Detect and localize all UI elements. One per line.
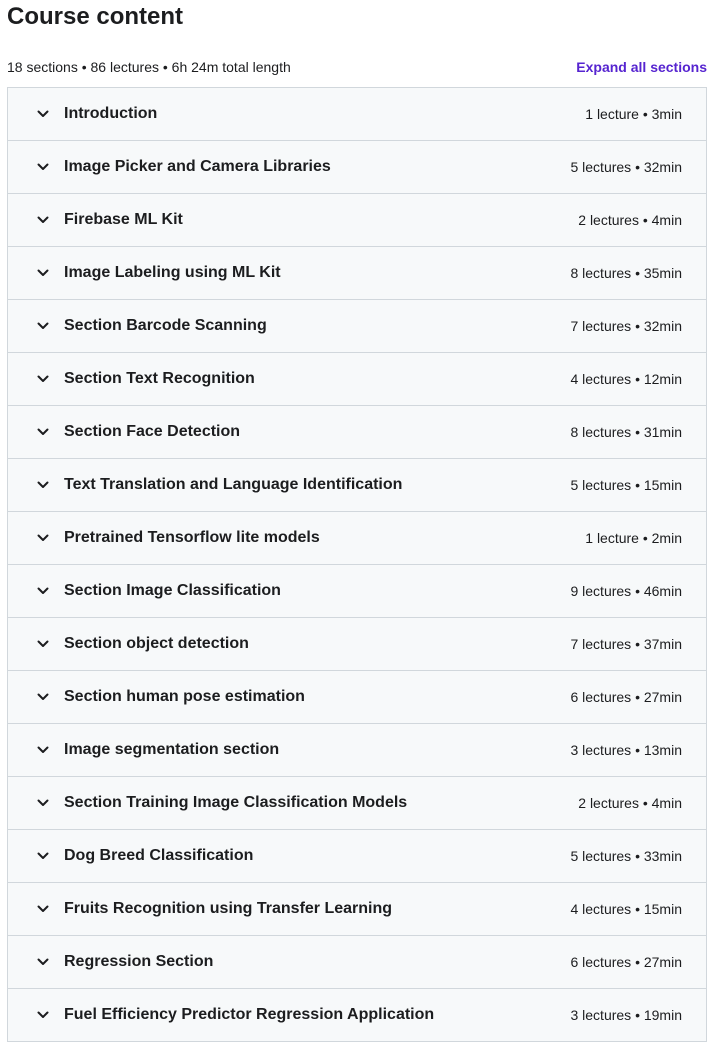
- section-title: Image Picker and Camera Libraries: [64, 158, 331, 175]
- course-summary: 18 sections • 86 lectures • 6h 24m total length: [7, 59, 291, 75]
- chevron-down-icon: [36, 584, 50, 598]
- section-title: Section object detection: [64, 635, 249, 652]
- section-meta: 6 lectures • 27min: [570, 689, 682, 705]
- section-meta: 7 lectures • 37min: [570, 636, 682, 652]
- chevron-down-icon: [36, 425, 50, 439]
- section-title: Introduction: [64, 105, 158, 122]
- course-summary-row: [7, 58, 707, 76]
- section-row[interactable]: [8, 989, 706, 1041]
- section-meta: 5 lectures • 15min: [570, 477, 682, 493]
- section-row[interactable]: [8, 671, 706, 724]
- chevron-down-icon: [36, 690, 50, 704]
- section-row[interactable]: [8, 936, 706, 989]
- chevron-down-icon: [36, 213, 50, 227]
- section-row[interactable]: [8, 353, 706, 406]
- section-meta: 4 lectures • 15min: [570, 901, 682, 917]
- chevron-down-icon: [36, 955, 50, 969]
- section-meta: 8 lectures • 31min: [570, 424, 682, 440]
- chevron-down-icon: [36, 266, 50, 280]
- section-title: Section Barcode Scanning: [64, 317, 267, 334]
- section-meta: 4 lectures • 12min: [570, 371, 682, 387]
- section-row[interactable]: [8, 300, 706, 353]
- chevron-down-icon: [36, 107, 50, 121]
- section-row[interactable]: [8, 459, 706, 512]
- section-title: Fuel Efficiency Predictor Regression Application: [64, 1006, 435, 1023]
- section-meta: 2 lectures • 4min: [578, 212, 682, 228]
- section-row[interactable]: [8, 618, 706, 671]
- section-meta: 9 lectures • 46min: [570, 583, 682, 599]
- section-row[interactable]: [8, 406, 706, 459]
- chevron-down-icon: [36, 902, 50, 916]
- section-row[interactable]: [8, 777, 706, 830]
- section-title: Section Face Detection: [64, 423, 241, 440]
- section-title: Regression Section: [64, 953, 214, 970]
- section-meta: 7 lectures • 32min: [570, 318, 682, 334]
- expand-all-sections-button[interactable]: Expand all sections: [576, 59, 707, 75]
- section-meta: 3 lectures • 19min: [570, 1007, 682, 1023]
- section-row[interactable]: [8, 194, 706, 247]
- section-meta: 5 lectures • 32min: [570, 159, 682, 175]
- section-meta: 6 lectures • 27min: [570, 954, 682, 970]
- section-row[interactable]: [8, 830, 706, 883]
- chevron-down-icon: [36, 743, 50, 757]
- section-title: Image segmentation section: [64, 741, 280, 758]
- section-meta: 1 lecture • 3min: [585, 106, 682, 122]
- section-title: Firebase ML Kit: [64, 211, 183, 228]
- chevron-down-icon: [36, 319, 50, 333]
- section-title: Text Translation and Language Identification: [64, 476, 403, 493]
- chevron-down-icon: [36, 637, 50, 651]
- section-row[interactable]: [8, 565, 706, 618]
- section-title: Dog Breed Classification: [64, 847, 254, 864]
- section-meta: 2 lectures • 4min: [578, 795, 682, 811]
- section-row[interactable]: [8, 247, 706, 300]
- section-row[interactable]: [8, 141, 706, 194]
- section-row[interactable]: [8, 883, 706, 936]
- chevron-down-icon: [36, 160, 50, 174]
- section-row[interactable]: [8, 88, 706, 141]
- section-meta: 8 lectures • 35min: [570, 265, 682, 281]
- chevron-down-icon: [36, 1008, 50, 1022]
- section-meta: 5 lectures • 33min: [570, 848, 682, 864]
- chevron-down-icon: [36, 849, 50, 863]
- chevron-down-icon: [36, 478, 50, 492]
- chevron-down-icon: [36, 372, 50, 386]
- sections-list: [7, 87, 707, 1042]
- section-row[interactable]: [8, 724, 706, 777]
- chevron-down-icon: [36, 796, 50, 810]
- section-title: Section Image Classification: [64, 582, 281, 599]
- section-meta: 3 lectures • 13min: [570, 742, 682, 758]
- section-title: Fruits Recognition using Transfer Learning: [64, 900, 393, 917]
- section-title: Image Labeling using ML Kit: [64, 264, 281, 281]
- section-row[interactable]: [8, 512, 706, 565]
- section-title: Section Text Recognition: [64, 370, 255, 387]
- chevron-down-icon: [36, 531, 50, 545]
- course-content-title: Course content: [7, 3, 184, 30]
- section-title: Section human pose estimation: [64, 688, 305, 705]
- section-meta: 1 lecture • 2min: [585, 530, 682, 546]
- section-title: Pretrained Tensorflow lite models: [64, 529, 320, 546]
- section-title: Section Training Image Classification Models: [64, 794, 408, 811]
